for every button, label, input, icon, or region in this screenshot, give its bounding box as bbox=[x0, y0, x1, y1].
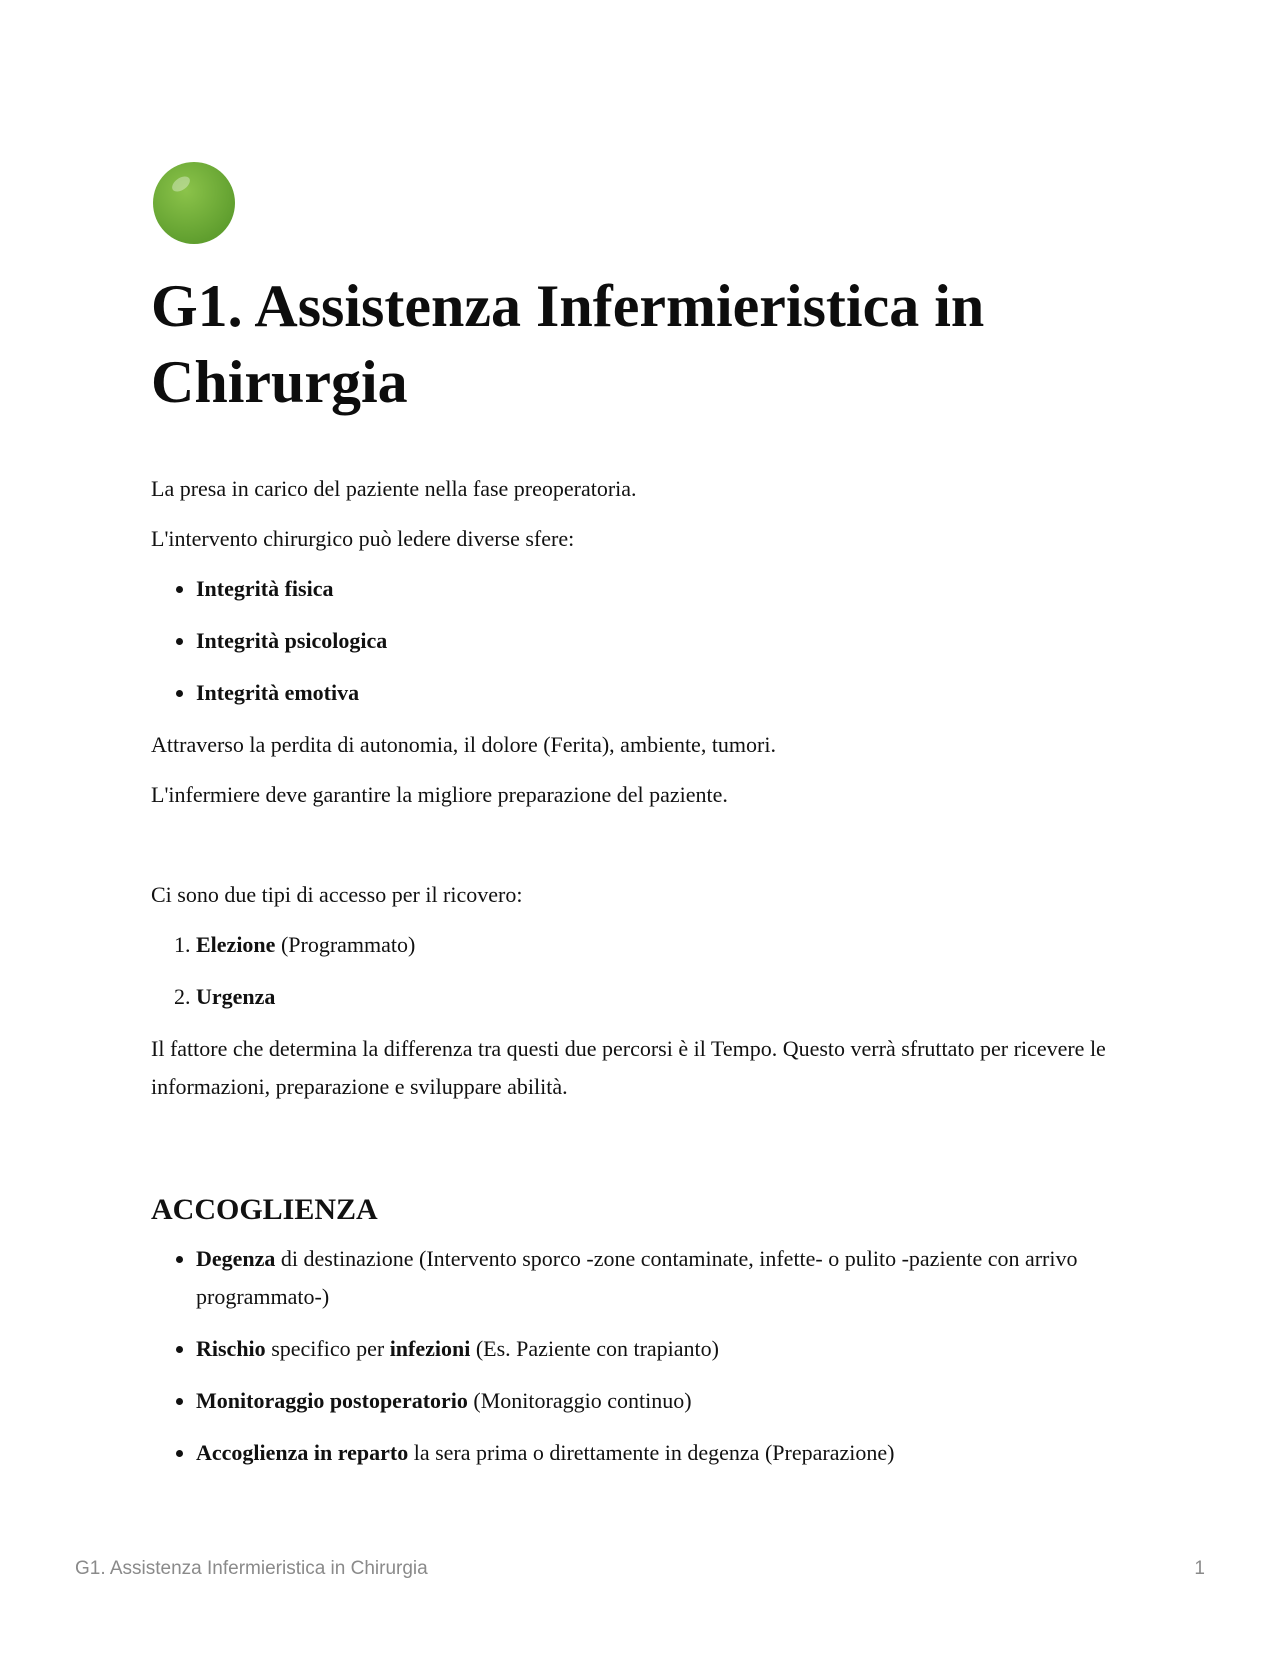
nurse-paragraph: L'infermiere deve garantire la migliore preparazione del paziente. bbox=[151, 782, 728, 807]
green-circle-icon bbox=[151, 160, 237, 246]
footer-page-number: 1 bbox=[1194, 1558, 1205, 1579]
list-item: • Rischio specifico per infezioni (Es. Paziente con trapianto) bbox=[196, 1330, 1136, 1368]
list-item: • Integrità fisica bbox=[196, 570, 1136, 608]
footer-doc-title: G1. Assistenza Infermieristica in Chirurgia bbox=[75, 1558, 428, 1579]
document-body bbox=[151, 470, 1136, 1472]
list-item: • Monitoraggio postoperatorio (Monitoraggio continuo) bbox=[196, 1382, 1136, 1420]
list-item: 2. Urgenza bbox=[196, 978, 1136, 1016]
access-intro-paragraph: Ci sono due tipi di accesso per il ricovero: bbox=[151, 882, 523, 907]
list-item: • Degenza di destinazione (Intervento sporco -zone contaminate, infette- o pulito -paziente con arrivo programmato-) bbox=[196, 1240, 1136, 1316]
accoglienza-list bbox=[151, 1240, 1136, 1472]
page-footer bbox=[75, 1558, 1205, 1586]
section-heading-accoglienza: ACCOGLIENZA bbox=[151, 1193, 378, 1226]
intro-paragraph: La presa in carico del paziente nella fase preoperatoria. bbox=[151, 476, 637, 501]
spheres-list bbox=[151, 570, 1136, 712]
page-title: G1. Assistenza Infermieristica in Chirurgia bbox=[151, 273, 985, 415]
list-item: • Accoglienza in reparto la sera prima o direttamente in degenza (Preparazione) bbox=[196, 1434, 1136, 1472]
list-item: 1. Elezione (Programmato) bbox=[196, 926, 1136, 964]
list-item: • Integrità emotiva bbox=[196, 674, 1136, 712]
spheres-intro-paragraph: L'intervento chirurgico può ledere diverse sfere: bbox=[151, 526, 575, 551]
causes-paragraph: Attraverso la perdita di autonomia, il dolore (Ferita), ambiente, tumori. bbox=[151, 732, 776, 757]
document-page bbox=[151, 160, 1136, 1486]
access-types-list bbox=[151, 926, 1136, 1016]
list-item: • Integrità psicologica bbox=[196, 622, 1136, 660]
time-factor-paragraph: Il fattore che determina la differenza tra questi due percorsi è il Tempo. Questo verrà sfruttato per ricevere le informazioni, preparazione e sviluppare abilità. bbox=[151, 1036, 1106, 1099]
